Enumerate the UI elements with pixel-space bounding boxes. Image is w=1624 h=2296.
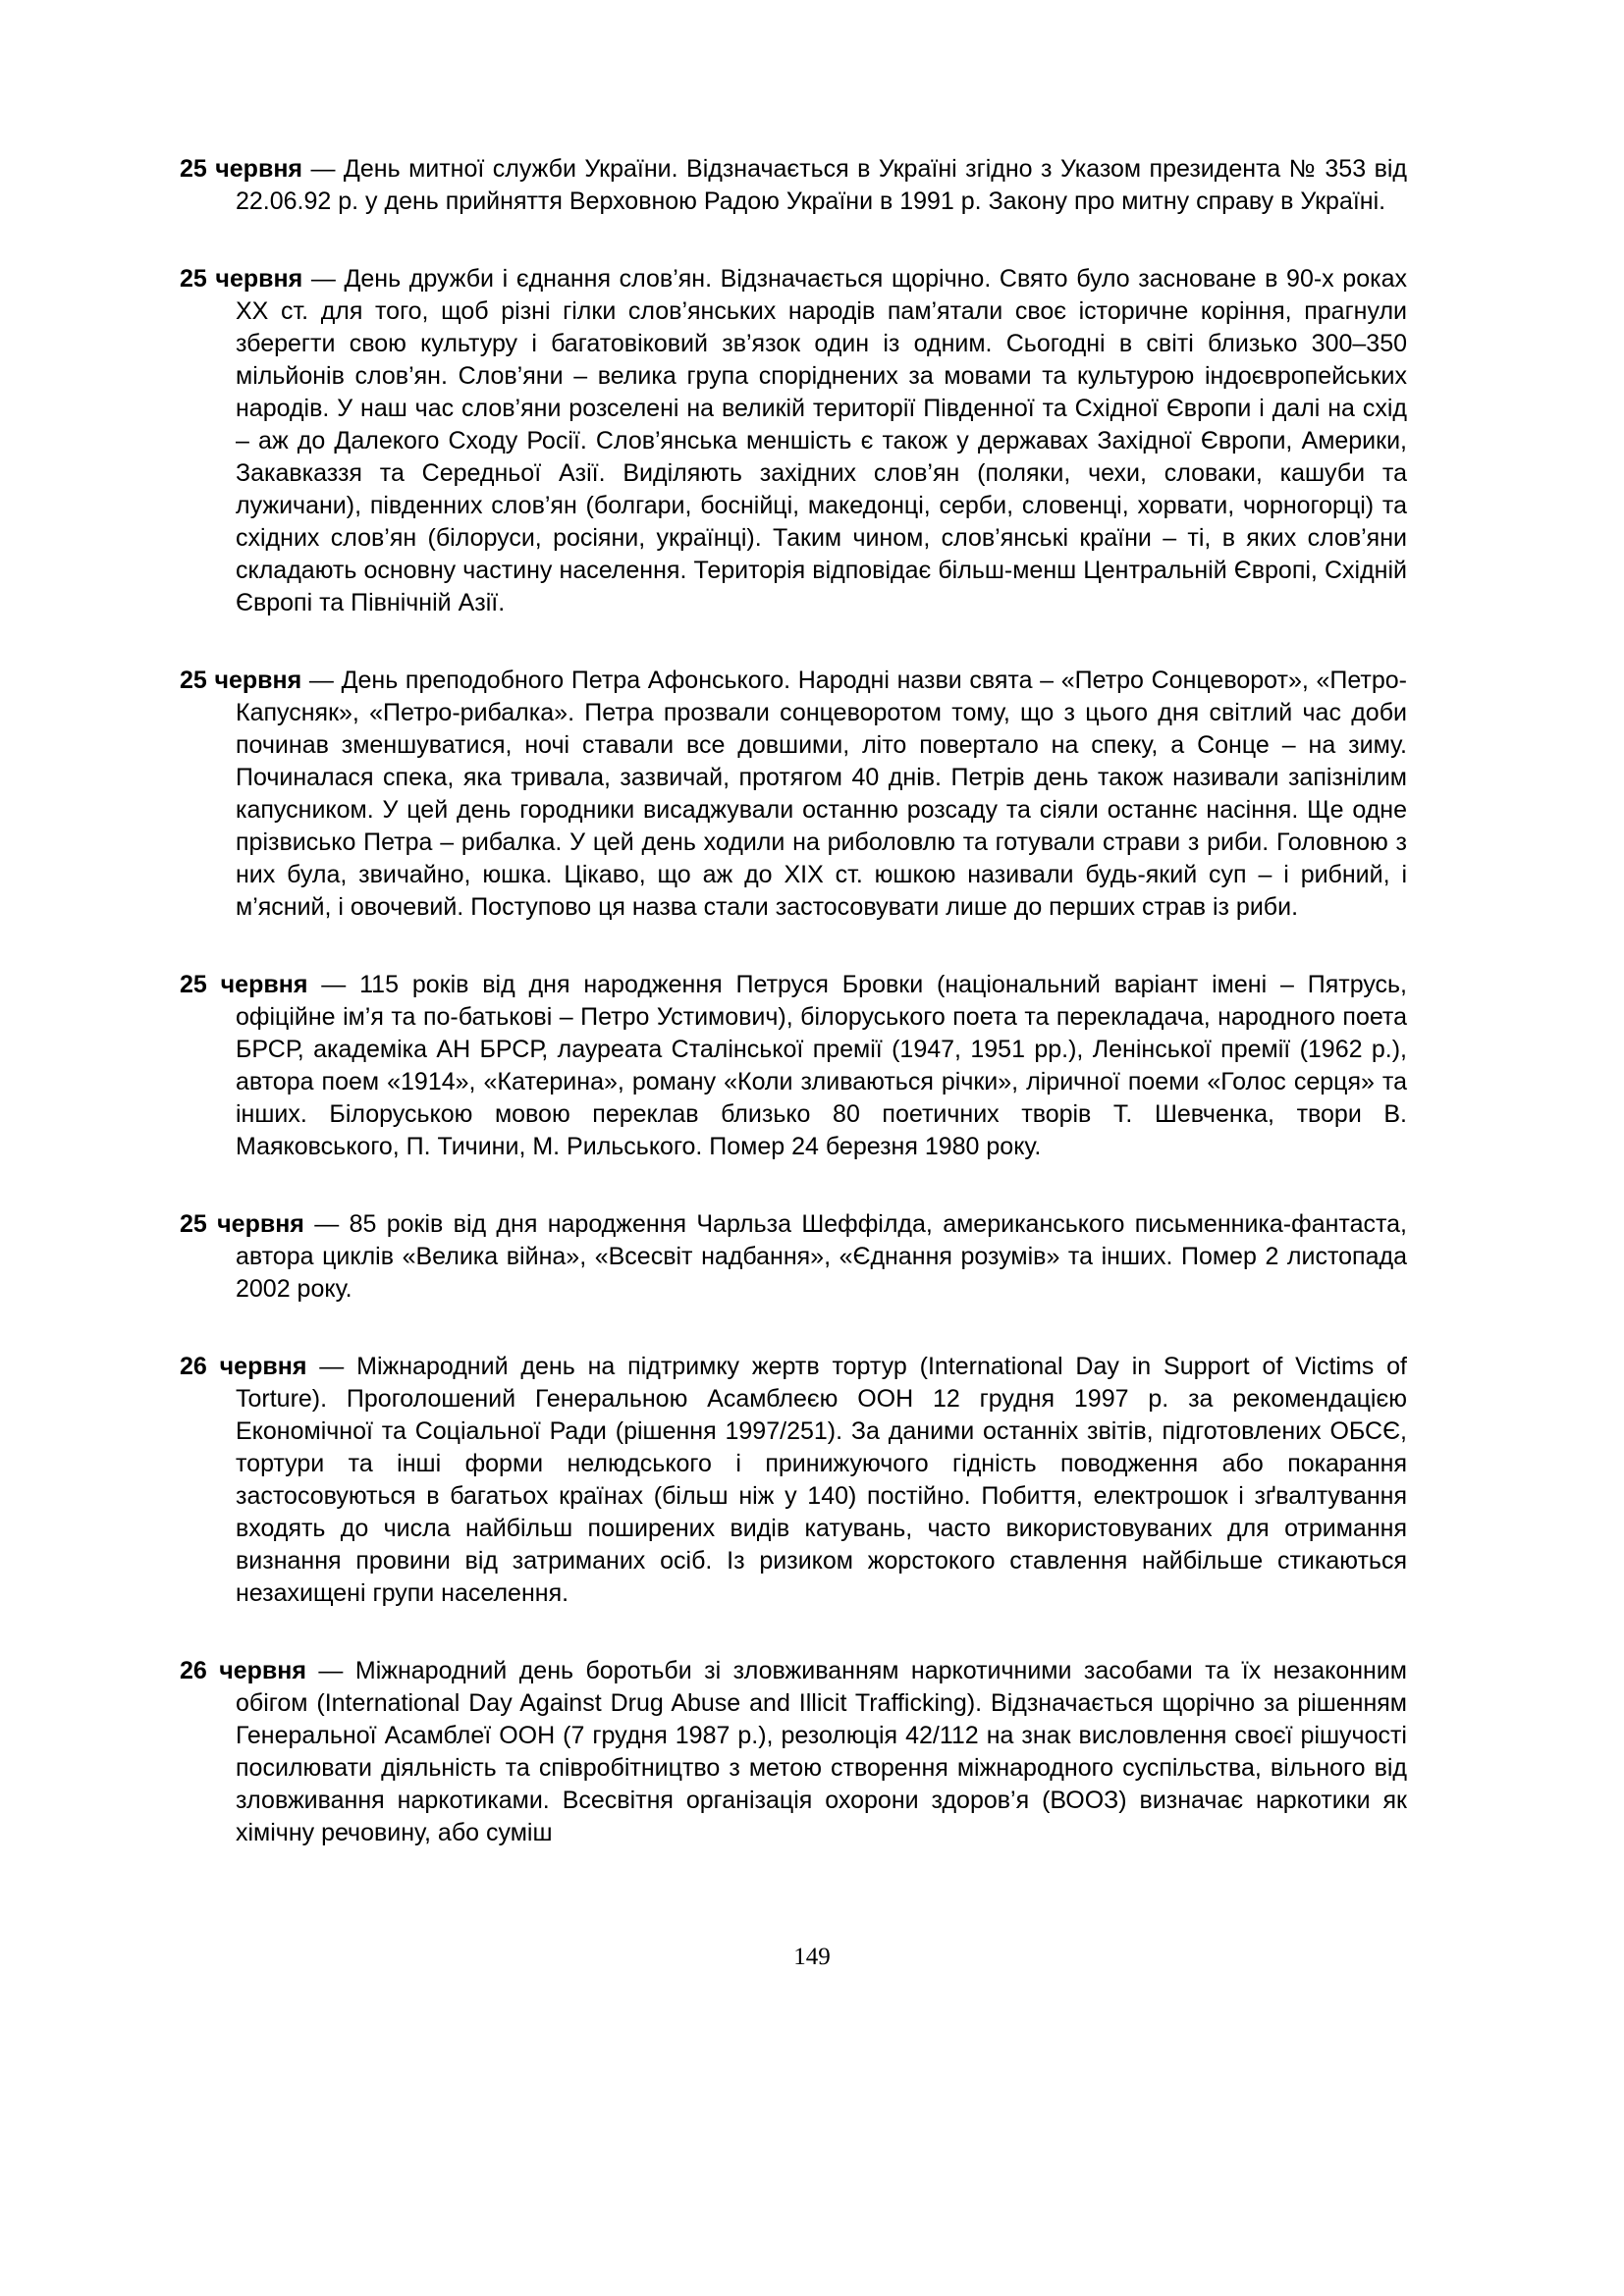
calendar-entry-customs-day	[180, 153, 1407, 218]
calendar-entry-slavic-unity-day	[180, 263, 1407, 619]
document-body	[180, 153, 1407, 1849]
entry-text: — 85 років від дня народження Чарльза Шеффілда, американського письменника-фантаста, автора циклів «Велика війна», «Всесвіт надбання», «Єднання розумів» та інших. Помер 2 листопада 2002 року.	[236, 1210, 1408, 1303]
entry-date: 26 червня	[180, 1657, 306, 1684]
calendar-entry-sheffield-anniversary	[180, 1208, 1407, 1306]
calendar-entry-torture-victims-day	[180, 1351, 1407, 1610]
calendar-entry-anti-drug-day	[180, 1655, 1407, 1849]
entry-date: 25 червня	[180, 971, 308, 998]
page-number: 149	[793, 1944, 831, 1970]
entry-text: — Міжнародний день на підтримку жертв тортур (International Day in Support of Victims of Torture). Проголошений Генеральною Асамблеєю ООН 12 грудня 1997 р. за рекомендацією Економічної та Соціальної Ради (рішення 1997/251). За даними останніх звітів, підготовлених ОБСЄ, тортури та інші форми нелюдського і принижуючого гідність поводження або покарання застосовуються в багатьох країнах (більш ніж у 140) постійно. Побиття, електрошок і зґвалтування входять до числа найбільш поширених видів катувань, часто використовуваних для отримання визнання провини від затриманих осіб. Із ризиком жорстокого ставлення найбільше стикаються незахищені групи населення.	[236, 1353, 1407, 1607]
entry-date: 25 червня	[180, 155, 303, 183]
calendar-entry-brovka-anniversary	[180, 969, 1407, 1163]
entry-date: 25 червня	[180, 265, 303, 293]
entry-date: 25 червня	[180, 1210, 304, 1238]
entry-date: 26 червня	[180, 1353, 307, 1380]
entry-text: — День преподобного Петра Афонського. Народні назви свята – «Петро Сонцеворот», «Петро-Капусняк», «Петро-рибалка». Петра прозвали сонцеворотом тому, що з цього дня світлий час доби починав зменшуватися, ночі ставали все довшими, літо повертало на спеку, а Сонце – на зиму. Починалася спека, яка тривала, зазвичай, протягом 40 днів. Петрів день також називали запізнілим капусником. У цей день городники висаджували останню розсаду та сіяли останнє насіння. Ще одне прізвисько Петра – рибалка. У цей день ходили на риболовлю та готували страви з риби. Головною з них була, звичайно, юшка. Цікаво, що аж до XIX ст. юшкою називали будь-який суп – і рибний, і м’ясний, і овочевий. Поступово ця назва стали застосовувати лише до перших страв із риби.	[236, 667, 1407, 921]
entry-text: — 115 років від дня народження Петруся Бровки (національний варіант імені – Пятрусь, офіційне ім’я та по-батькові – Петро Устимович), білоруського поета та перекладача, народного поета БРСР, академіка АН БРСР, лауреата Сталінської премії (1947, 1951 рр.), Ленінської премії (1962 р.), автора поем «1914», «Катерина», роману «Коли зливаються річки», ліричної поеми «Голос серця» та інших. Білоруською мовою переклав близько 80 поетичних творів Т. Шевченка, твори В. Маяковського, П. Тичини, М. Рильського. Помер 24 березня 1980 року.	[236, 971, 1408, 1160]
entry-text: — День митної служби України. Відзначається в Україні згідно з Указом президента № 353 від 22.06.92 р. у день прийняття Верховною Радою України в 1991 р. Закону про митну справу в Україні.	[236, 155, 1407, 215]
entry-date: 25 червня	[180, 667, 302, 694]
entry-text: — Міжнародний день боротьби зі зловживанням наркотичними засобами та їх незаконним обігом (International Day Against Drug Abuse and Illicit Trafficking). Відзначається щорічно за рішенням Генеральної Асамблеї ООН (7 грудня 1987 р.), резолюція 42/112 на знак висловлення своєї рішучості посилювати діяльність та співробітництво з метою створення міжнародного суспільства, вільного від зловживання наркотиками. Всесвітня організація охорони здоров’я (ВООЗ) визначає наркотики як хімічну речовину, або суміш	[236, 1657, 1407, 1846]
entry-text: — День дружби і єднання слов’ян. Відзначається щорічно. Свято було засноване в 90-х роках XX ст. для того, щоб різні гілки слов’янських народів пам’ятали своє історичне коріння, прагнули зберегти свою культуру і багатовіковий зв’язок один із одним. Сьогодні в світі близько 300–350 мільйонів слов’ян. Слов’яни – велика група споріднених за мовами та культурою індоєвропейських народів. У наш час слов’яни розселені на великій території Південної та Східної Європи і далі на схід – аж до Далекого Сходу Росії. Слов’янська меншість є також у державах Західної Європи, Америки, Закавказзя та Середньої Азії. Виділяють західних слов’ян (поляки, чехи, словаки, кашуби та лужичани), південних слов’ян (болгари, боснійці, македонці, серби, словенці, хорвати, чорногорці) та східних слов’ян (білоруси, росіяни, українці). Таким чином, слов’янські країни – ті, в яких слов’яни складають основну частину населення. Територія відповідає більш-менш Центральній Європі, Східній Європі та Північній Азії.	[236, 265, 1407, 616]
calendar-entry-peter-athonite-day	[180, 665, 1407, 924]
